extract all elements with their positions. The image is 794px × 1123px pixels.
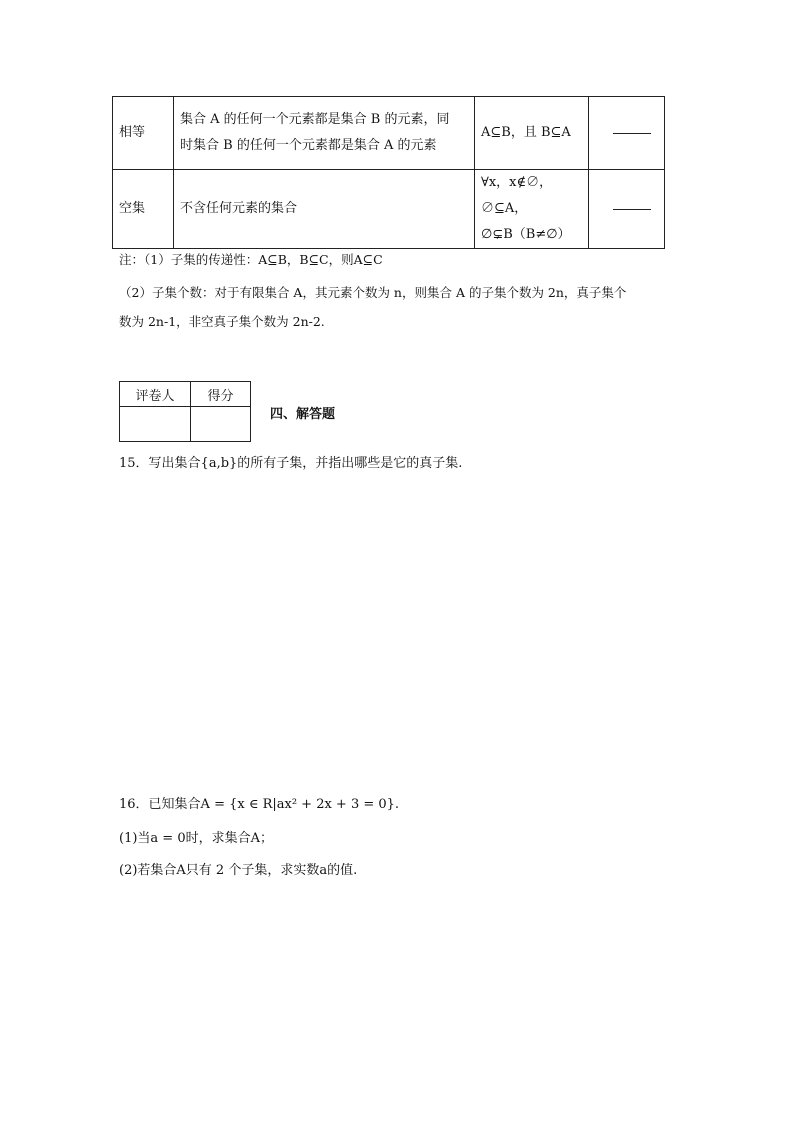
notation-cell bbox=[475, 170, 589, 249]
term-cell: 相等 bbox=[113, 97, 174, 170]
score-cell bbox=[191, 407, 251, 442]
note-subset-count: （2）子集个数：对于有限集合 A，其元素个数为 n，则集合 A 的子集个数为 2n，真子集个 bbox=[119, 285, 627, 300]
grader-header: 评卷人 bbox=[120, 382, 191, 407]
notation-line: ∅⊊B（B≠∅） bbox=[481, 227, 571, 242]
blank-cell bbox=[589, 97, 665, 170]
table-row bbox=[113, 170, 665, 249]
question-15: 15．写出集合{a,b}的所有子集，并指出哪些是它的真子集. bbox=[119, 456, 463, 471]
section-title: 四、解答题 bbox=[270, 407, 336, 422]
table-row bbox=[113, 97, 665, 170]
grader-cell bbox=[120, 407, 191, 442]
fill-blank-line bbox=[613, 132, 651, 134]
note-subset-count-cont: 数为 2n-1，非空真子集个数为 2n-2. bbox=[119, 314, 325, 329]
question-16-part2: (2)若集合A只有 2 个子集，求实数a的值. bbox=[119, 863, 358, 878]
question-16-part1: (1)当a = 0时，求集合A； bbox=[119, 831, 273, 846]
score-header: 得分 bbox=[191, 382, 251, 407]
definition-table bbox=[112, 96, 665, 249]
definition-cell bbox=[174, 97, 475, 170]
notation-cell: A⊆B，且 B⊆A bbox=[475, 97, 589, 170]
score-box bbox=[119, 381, 251, 442]
note-transitivity: 注：（1）子集的传递性：A⊆B，B⊆C，则A⊆C bbox=[119, 252, 383, 267]
fill-blank-line bbox=[613, 208, 651, 210]
question-16-stem: 16．已知集合A = {x ∈ R|ax² + 2x + 3 = 0}. bbox=[119, 797, 400, 812]
definition-cell: 不含任何元素的集合 bbox=[174, 170, 475, 249]
definition-line: 时集合 B 的任何一个元素都是集合 A 的元素 bbox=[180, 138, 437, 153]
notation-line: ∀x，x∉∅，∅⊆A， bbox=[481, 175, 553, 216]
blank-cell bbox=[589, 170, 665, 249]
definition-line: 集合 A 的任何一个元素都是集合 B 的元素，同 bbox=[180, 112, 450, 127]
term-cell: 空集 bbox=[113, 170, 174, 249]
